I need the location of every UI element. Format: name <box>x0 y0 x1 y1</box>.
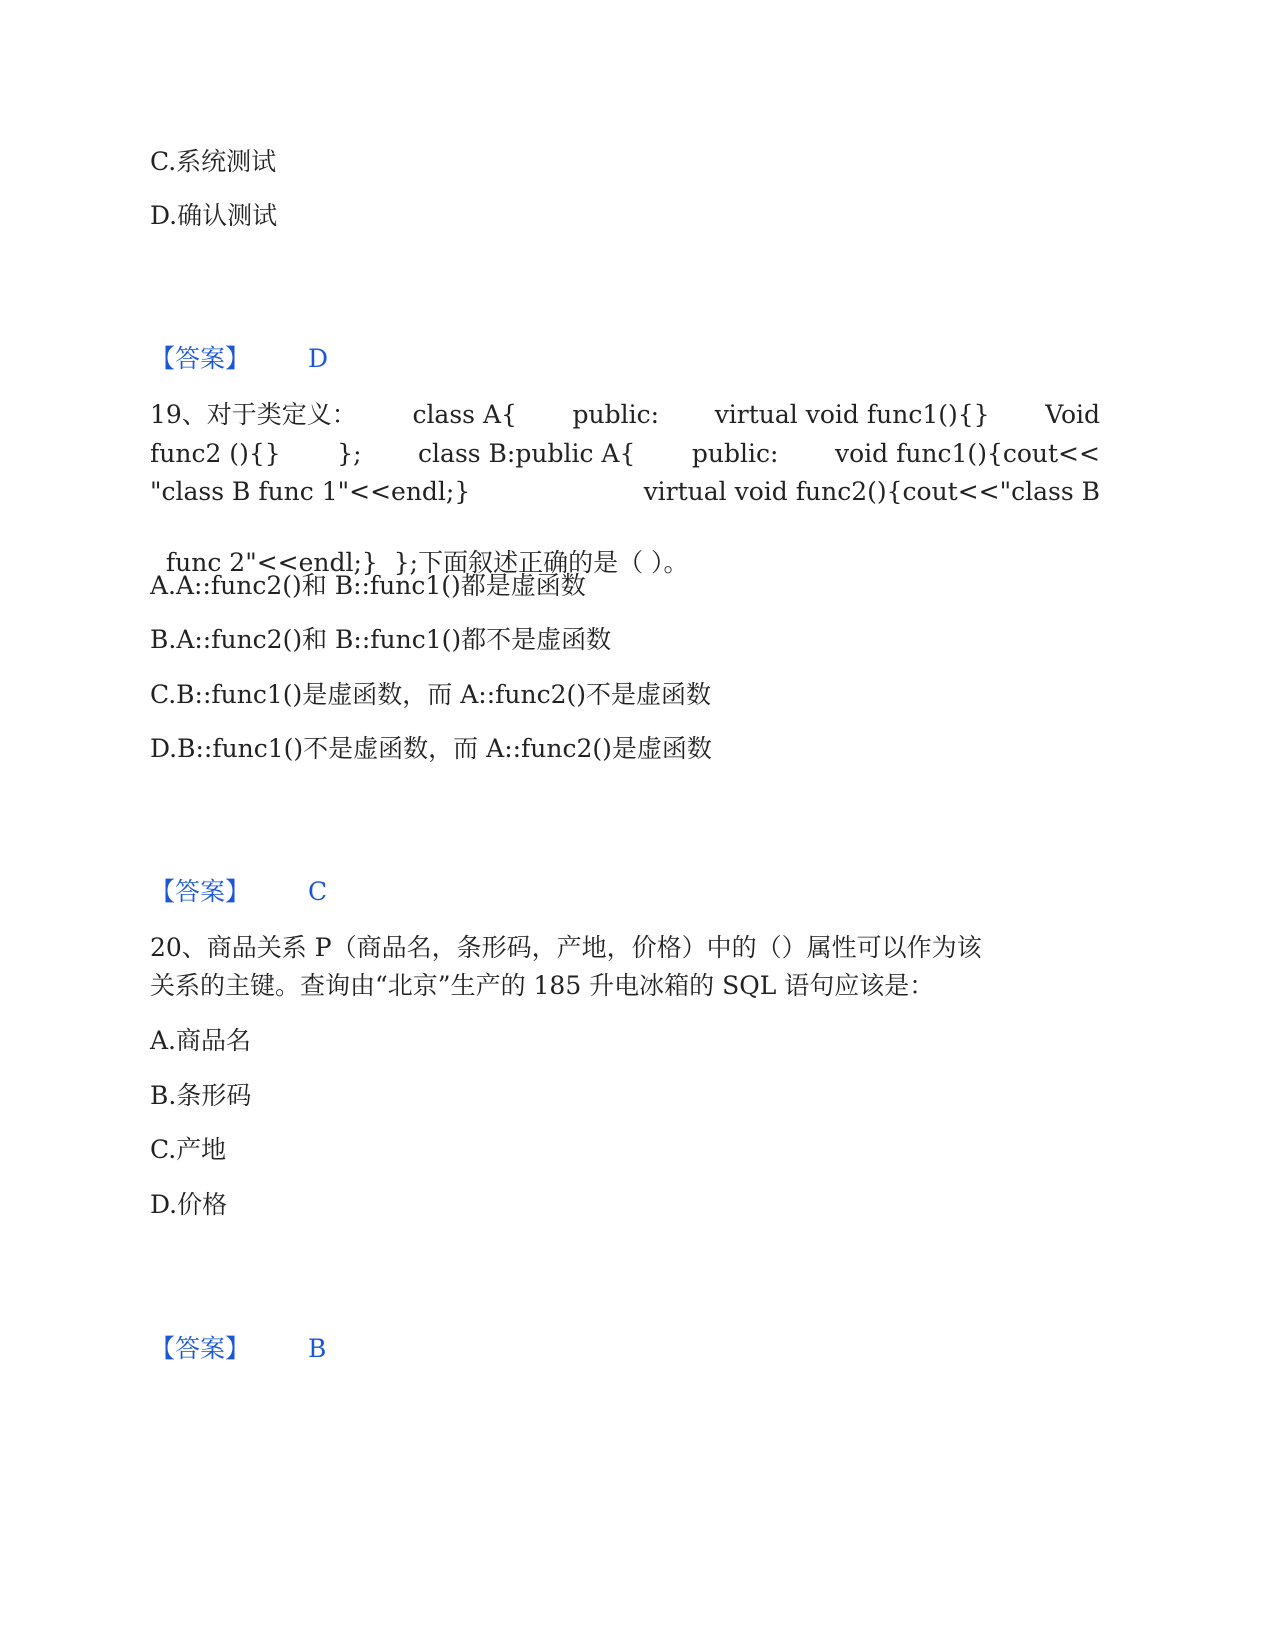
q20-answer-label: 【答案】 <box>150 1334 251 1363</box>
q19-option-d: D.B::func1()不是虚函数，而 A::func2()是虚函数 <box>150 734 712 763</box>
q19-stem-segment: func2 (){} <box>150 439 281 468</box>
q19-stem-segment: public: <box>691 439 779 468</box>
q19-stem-segment: void func1(){cout<< <box>834 439 1100 468</box>
q19-stem-line-1 <box>150 399 1100 431</box>
q19-stem-segment: class B:public A{ <box>418 439 636 468</box>
q19-stem-segment: virtual void func2(){cout<<"class B <box>643 477 1100 506</box>
q20-stem-line-1: 20、商品关系 P（商品名，条形码，产地，价格）中的（）属性可以作为该 <box>150 933 982 962</box>
q19-answer-label: 【答案】 <box>150 877 251 906</box>
q19-stem-segment: };下面叙述正确的是（ ）。 <box>393 548 689 577</box>
q19-stem-line-3 <box>150 476 1100 508</box>
prev-option-d: D.确认测试 <box>150 201 278 230</box>
q19-option-a: A.A::func2()和 B::func1()都是虚函数 <box>150 571 586 600</box>
q19-stem-segment: func 2"<<endl;} <box>165 548 378 577</box>
q19-stem-segment: }; <box>337 439 362 468</box>
q20-option-b: B.条形码 <box>150 1081 252 1110</box>
prev-answer-value: D <box>308 344 329 373</box>
prev-option-c: C.系统测试 <box>150 147 277 176</box>
q20-answer-value: B <box>308 1334 327 1363</box>
q19-stem-segment: Void <box>1045 400 1100 429</box>
q20-stem-line-2: 关系的主键。查询由“北京”生产的 185 升电冰箱的 SQL 语句应该是： <box>150 971 935 1000</box>
prev-answer-label: 【答案】 <box>150 344 251 373</box>
q19-stem-segment: 19、对于类定义： <box>150 400 357 429</box>
q19-stem-segment: public: <box>572 400 660 429</box>
q20-option-a: A.商品名 <box>150 1026 252 1055</box>
q19-option-c: C.B::func1()是虚函数，而 A::func2()不是虚函数 <box>150 680 711 709</box>
q19-stem-segment: virtual void func1(){} <box>714 400 990 429</box>
q19-stem-segment: class A{ <box>412 400 517 429</box>
q19-stem-segment: "class B func 1"<<endl;} <box>150 477 471 506</box>
q20-option-d: D.价格 <box>150 1190 228 1219</box>
q19-stem-line-2 <box>150 438 1100 470</box>
q20-option-c: C.产地 <box>150 1135 227 1164</box>
q19-option-b: B.A::func2()和 B::func1()都不是虚函数 <box>150 625 612 654</box>
q19-answer-value: C <box>308 877 328 906</box>
